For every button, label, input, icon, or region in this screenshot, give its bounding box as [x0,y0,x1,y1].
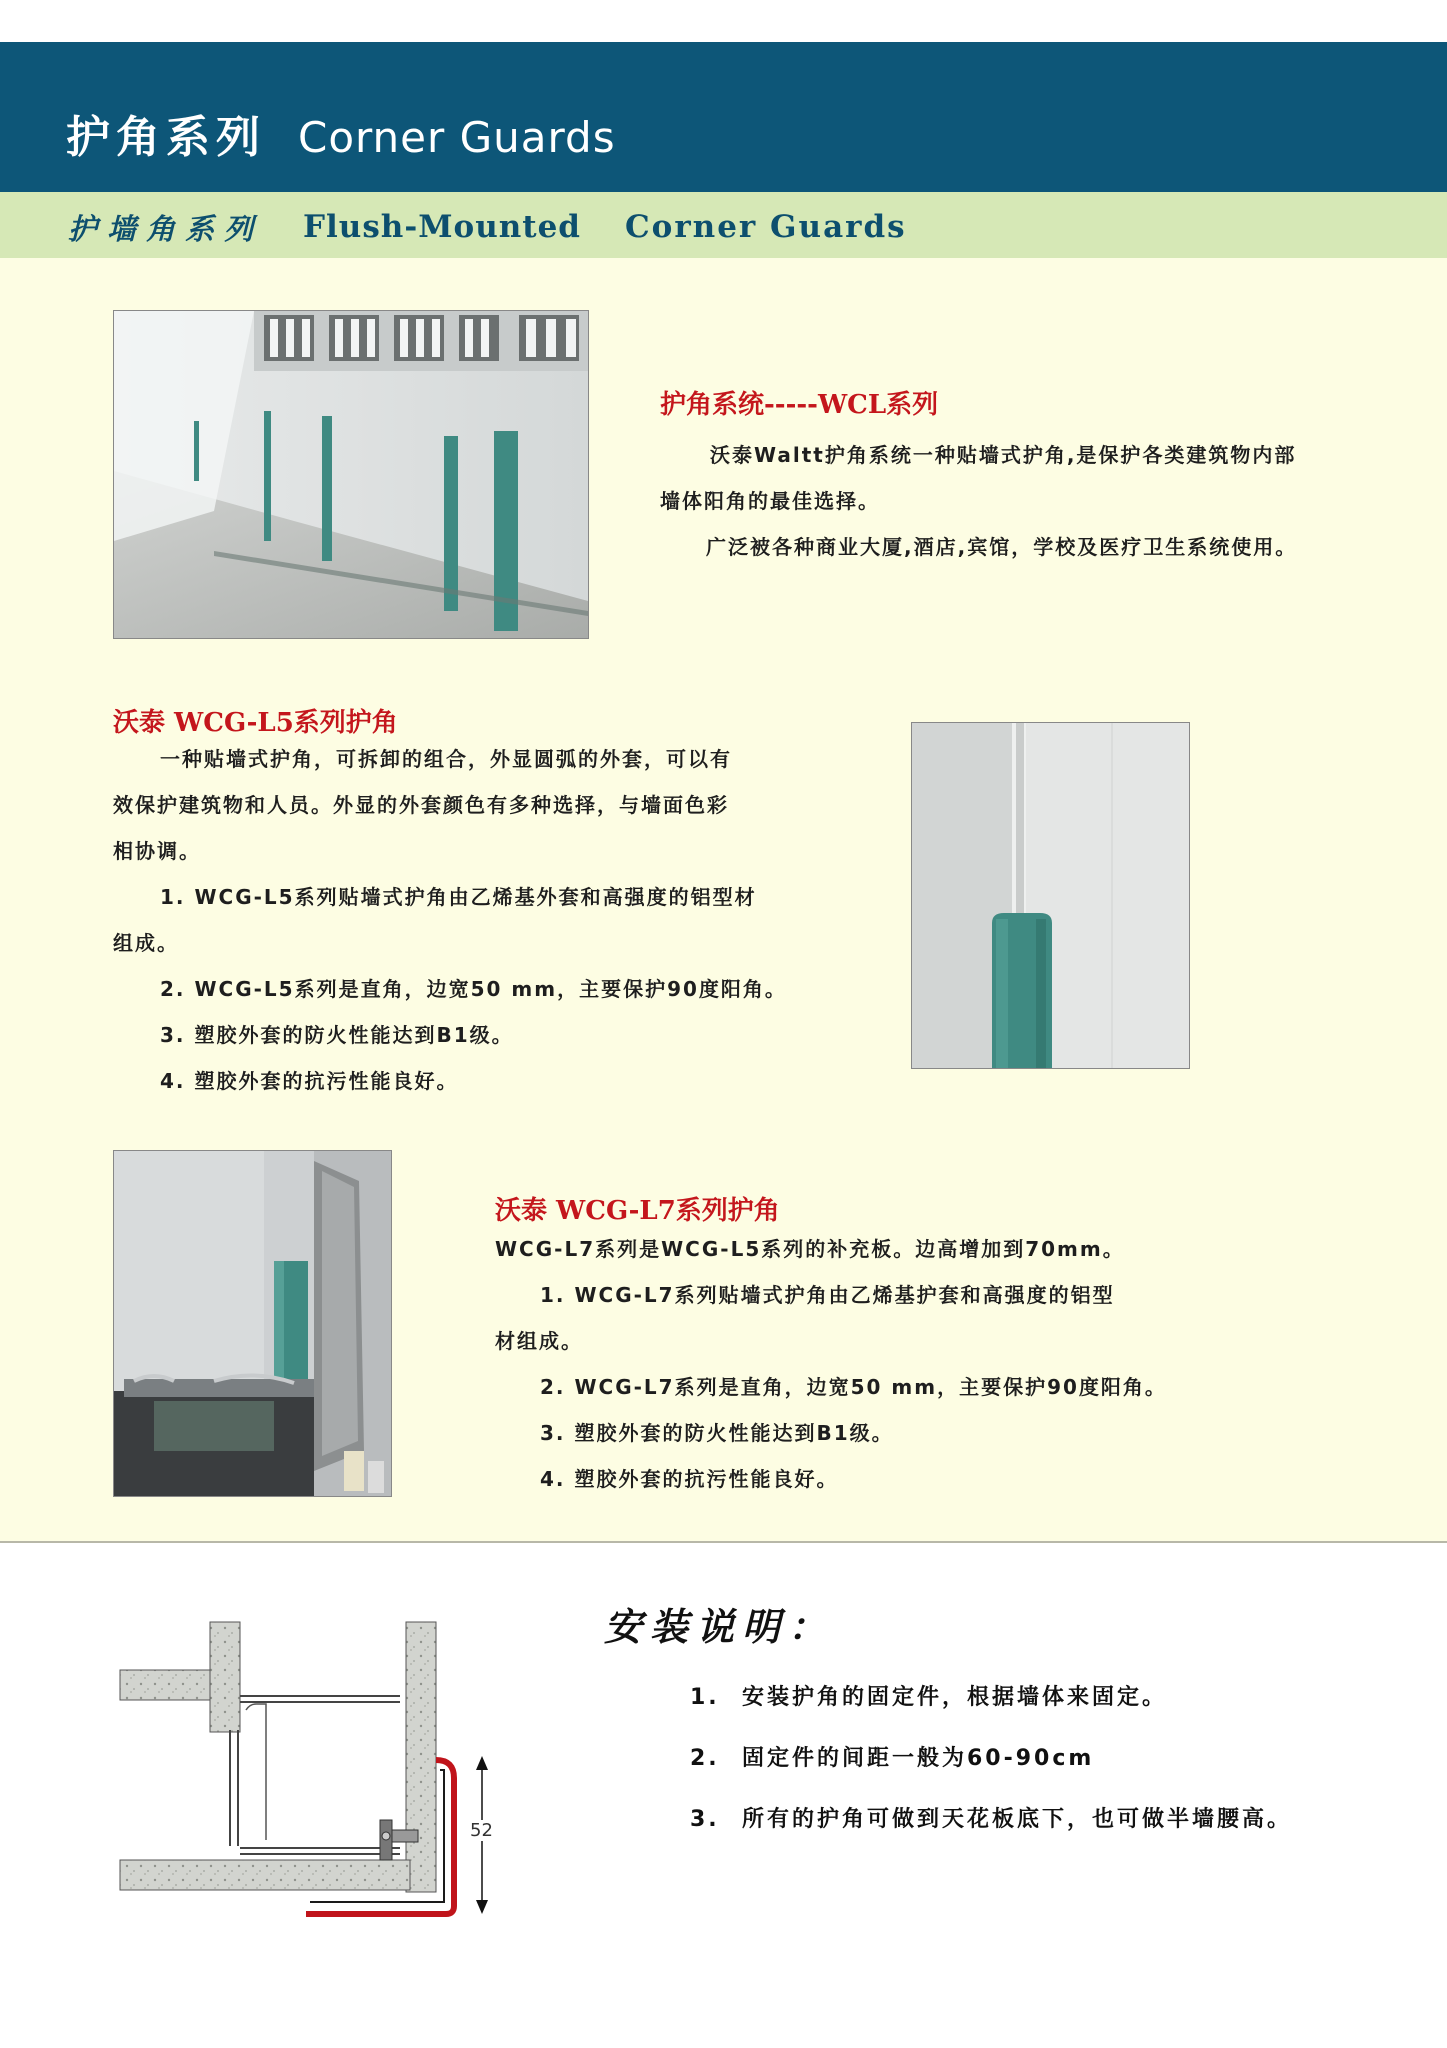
l5-product-graphic [912,723,1189,1068]
page-title-cn: 护角系列 [66,112,266,163]
page-title [66,101,616,161]
corridor-photo-graphic [114,311,588,638]
corridor-photo [113,310,589,639]
l5-product-photo [911,722,1190,1069]
install-item-1-num: 1. [690,1685,720,1710]
subheader-title-en-2: Corner Guards [624,209,907,245]
subheader-title-cn: 护墙角系列 [68,211,264,246]
l7-room-graphic [114,1151,391,1496]
wcl-line-2: 墙体阳角的最佳选择。 [660,489,880,513]
l5-line-7: 3. 塑胶外套的防火性能达到B1级。 [160,1023,514,1047]
install-item-1-text: 安装护角的固定件，根据墙体来固定。 [742,1685,1168,1710]
l7-line-1: WCG-L7系列是WCG-L5系列的补充板。边高增加到70mm。 [495,1237,1125,1261]
l7-line-4: 2. WCG-L7系列是直角，边宽50 mm，主要保护90度阳角。 [540,1375,1167,1399]
install-item-2 [690,1741,1094,1772]
l7-line-6: 4. 塑胶外套的抗污性能良好。 [540,1467,839,1491]
install-item-2-num: 2. [690,1746,720,1771]
wcl-line-3: 广泛被各种商业大厦,酒店,宾馆，学校及医疗卫生系统使用。 [706,535,1298,559]
l5-line-5: 组成。 [113,931,179,955]
dimension-label: 52 [470,1820,493,1841]
install-title: 安装说明： [604,1604,835,1649]
l5-line-4: 1. WCG-L5系列贴墙式护角由乙烯基外套和高强度的铝型材 [160,885,757,909]
l5-line-2: 效保护建筑物和人员。外显的外套颜色有多种选择，与墙面色彩 [113,793,729,817]
install-item-2-text: 固定件的间距一般为60-90cm [742,1746,1095,1771]
install-item-1 [690,1680,1167,1711]
page-title-en: Corner Guards [298,113,616,162]
l5-title: 沃泰 WCG-L5系列护角 [113,708,398,738]
subheader-title [68,204,907,250]
wcl-title: 护角系统-----WCL系列 [660,390,939,420]
installation-diagram [110,1610,510,1920]
install-item-3-text: 所有的护角可做到天花板底下，也可做半墙腰高。 [742,1807,1293,1832]
l5-line-3: 相协调。 [113,839,201,863]
l7-title: 沃泰 WCG-L7系列护角 [495,1196,780,1226]
subheader-title-en-1: Flush-Mounted [303,209,581,245]
l5-line-8: 4. 塑胶外套的抗污性能良好。 [160,1069,459,1093]
l5-line-6: 2. WCG-L5系列是直角，边宽50 mm，主要保护90度阳角。 [160,977,787,1001]
wcl-line-1: 沃泰Waltt护角系统一种贴墙式护角,是保护各类建筑物内部 [710,443,1297,467]
l7-room-photo [113,1150,392,1497]
content-divider [0,1541,1447,1543]
installation-diagram-graphic [110,1610,510,1920]
l7-line-3: 材组成。 [495,1329,583,1353]
install-item-3-num: 3. [690,1807,720,1832]
l5-line-1: 一种贴墙式护角，可拆卸的组合，外显圆弧的外套，可以有 [160,747,732,771]
l7-line-5: 3. 塑胶外套的防火性能达到B1级。 [540,1421,894,1445]
l7-line-2: 1. WCG-L7系列贴墙式护角由乙烯基护套和高强度的铝型 [540,1283,1115,1307]
install-item-3 [690,1802,1292,1833]
